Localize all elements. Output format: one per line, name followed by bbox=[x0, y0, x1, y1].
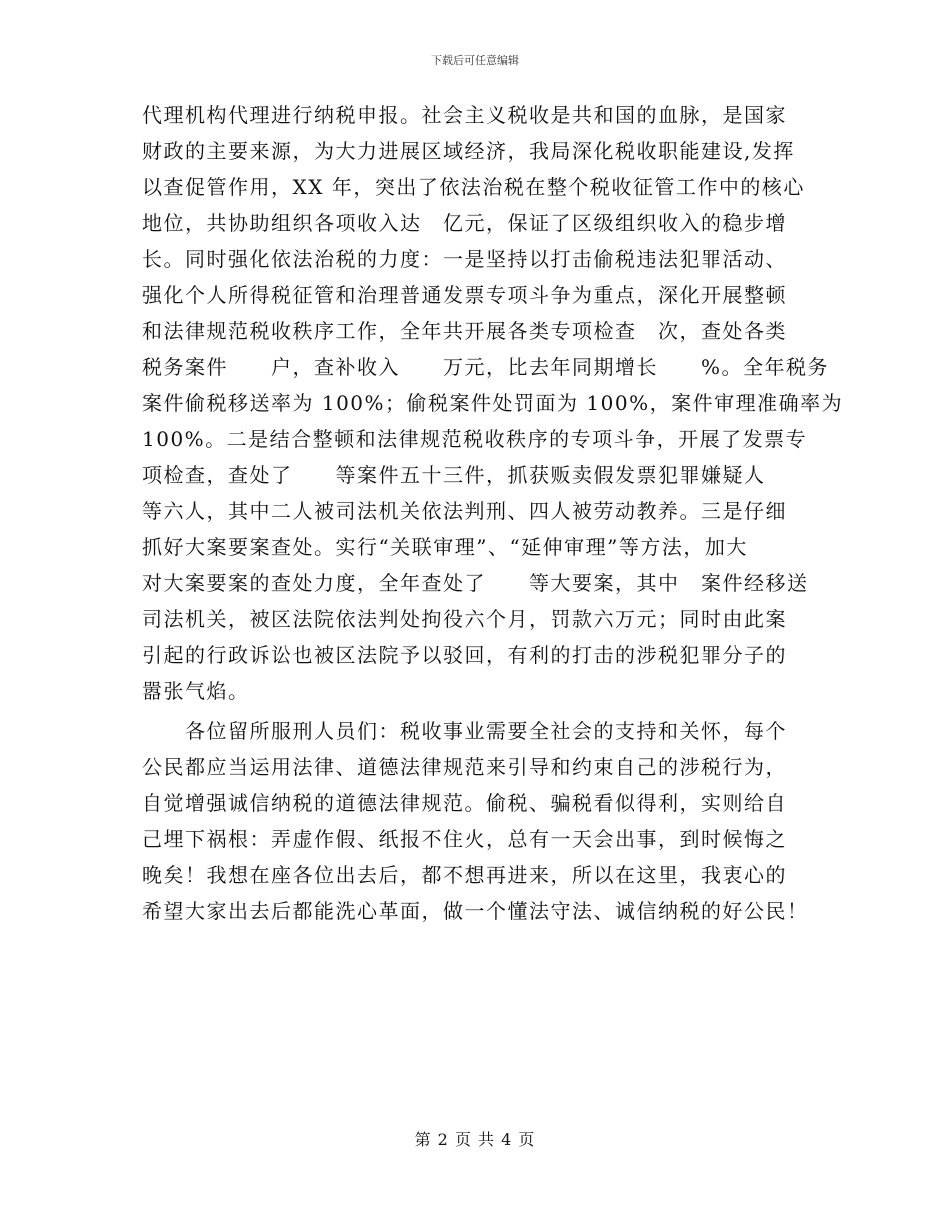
text-line: 己埋下祸根：弄虚作假、纸报不住火，总有一天会出事，到时候悔之 bbox=[142, 827, 787, 851]
text-line: 抓好大案要案查处。实行“关联审理”、“延伸审理”等方法，加大 bbox=[142, 535, 748, 559]
text-line: 以查促管作用，XX 年，突出了依法治税在整个税收征管工作中的核心 bbox=[142, 175, 805, 199]
text-line: 税务案件 户，查补收入 万元，比去年同期增长 %。全年税务 bbox=[142, 355, 830, 379]
text-line: 晚矣！我想在座各位出去后，都不想再进来，所以在这里，我衷心的 bbox=[142, 863, 787, 887]
text-line: 引起的行政诉讼也被区法院予以驳回，有利的打击的涉税犯罪分子的 bbox=[142, 643, 787, 667]
text-line: 强化个人所得税征管和治理普通发票专项斗争为重点，深化开展整顿 bbox=[142, 283, 787, 307]
header-note: 下载后可任意编辑 bbox=[431, 54, 519, 67]
text-line: 案件偷税移送率为 100%；偷税案件处罚面为 100%，案件审理准确率为 bbox=[142, 391, 844, 415]
text-line: 对大案要案的查处力度，全年查处了 等大要案，其中 案件经移送 bbox=[142, 571, 809, 595]
text-line: 财政的主要来源，为大力进展区域经济，我局深化税收职能建设,发挥 bbox=[142, 139, 795, 163]
text-line: 希望大家出去后都能洗心革面，做一个懂法守法、诚信纳税的好公民！ bbox=[142, 899, 809, 923]
text-line: 公民都应当运用法律、道德法律规范来引导和约束自己的涉税行为， bbox=[142, 755, 787, 779]
text-line: 地位，共协助组织各项收入达 亿元，保证了区级组织收入的稳步增 bbox=[142, 211, 787, 235]
paragraph-2 bbox=[142, 713, 812, 929]
text-line: 嚣张气焰。 bbox=[142, 679, 250, 703]
text-line: 长。同时强化依法治税的力度：一是坚持以打击偷税违法犯罪活动、 bbox=[142, 247, 787, 271]
text-line: 代理机构代理进行纳税申报。社会主义税收是共和国的血脉，是国家 bbox=[142, 103, 787, 127]
text-line: 项检查，查处了 等案件五十三件，抓获贩卖假发票犯罪嫌疑人 bbox=[142, 463, 766, 487]
text-line: 自觉增强诚信纳税的道德法律规范。偷税、骗税看似得利，实则给自 bbox=[142, 791, 787, 815]
text-line: 司法机关，被区法院依法判处拘役六个月，罚款六万元；同时由此案 bbox=[142, 607, 787, 631]
text-line: 各位留所服刑人员们：税收事业需要全社会的支持和关怀，每个 bbox=[142, 719, 787, 743]
text-line: 和法律规范税收秩序工作，全年共开展各类专项检查 次，查处各类 bbox=[142, 319, 787, 343]
page-number-footer: 第 2 页 共 4 页 bbox=[414, 1130, 536, 1149]
document-body bbox=[142, 97, 844, 929]
paragraph-1 bbox=[142, 97, 844, 709]
text-line: 等六人，其中二人被司法机关依法判刑、四人被劳动教养。三是仔细 bbox=[142, 499, 787, 523]
text-line: 100%。二是结合整顿和法律规范税收秩序的专项斗争，开展了发票专 bbox=[142, 427, 808, 451]
